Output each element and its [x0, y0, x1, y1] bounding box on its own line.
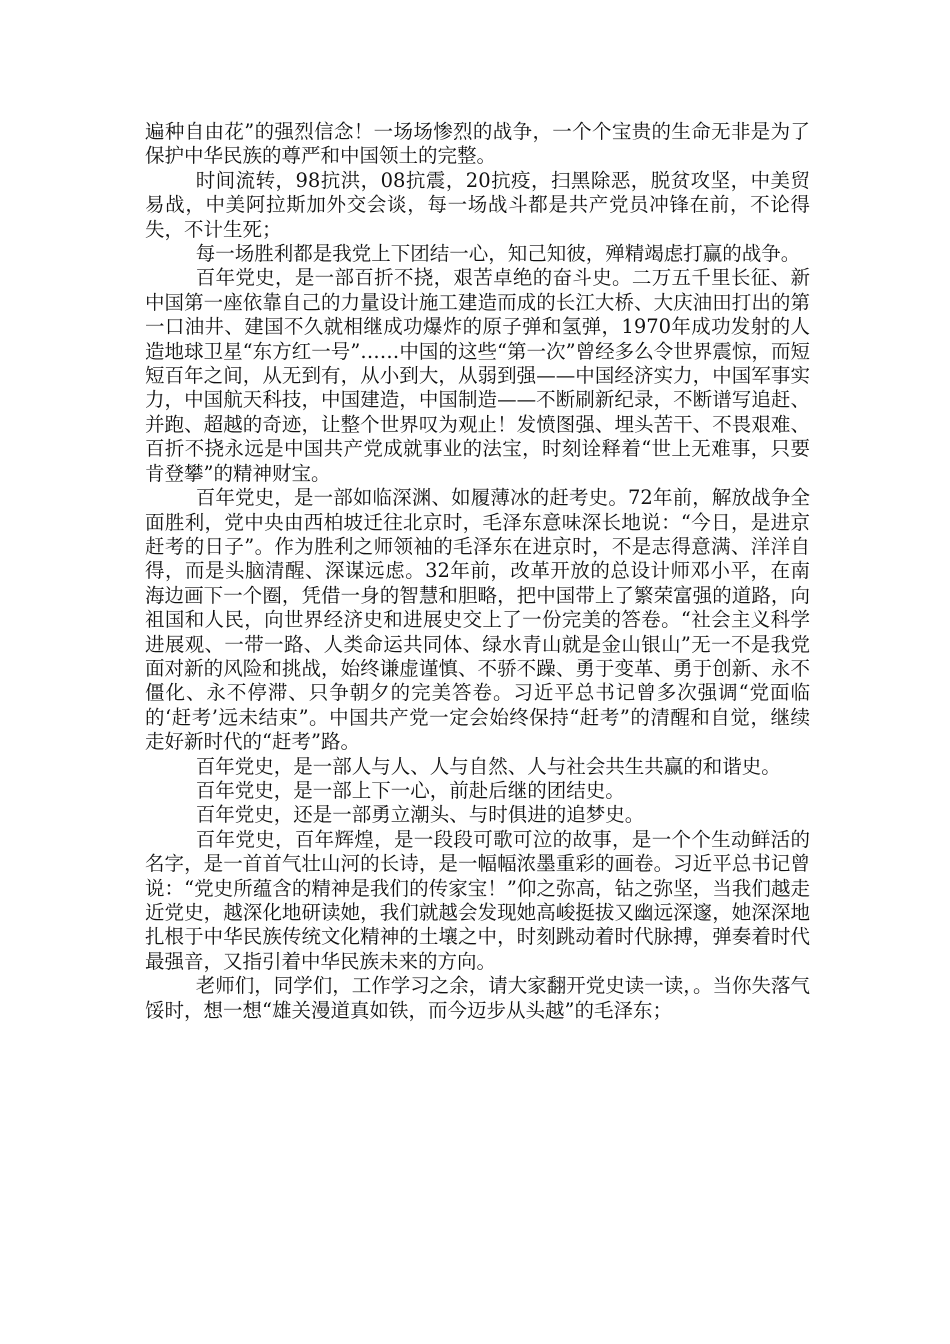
- paragraph-6: 百年党史，是一部人与人、人与自然、人与社会共生共赢的和谐史。: [195, 754, 781, 778]
- paragraph-3: 每一场胜利都是我党上下团结一心，知己知彼，殚精竭虑打赢的战争。: [195, 242, 801, 266]
- paragraph-1: 遍种自由花”的强烈信念！一场场惨烈的战争，一个个宝贵的生命无非是为了保护中华民族的尊严和中国领土的完整。: [145, 120, 810, 168]
- document-body: [145, 120, 810, 1023]
- paragraph-7: 百年党史，是一部上下一心，前赴后继的团结史。: [195, 778, 625, 802]
- paragraph-4: 百年党史，是一部百折不挠，艰苦卓绝的奋斗史。二万五千里长征、新中国第一座依靠自己的力量设计施工建造而成的长江大桥、大庆油田打出的第一口油井、建国不久就相继成功爆炸的原子弹和氢弹，1970年成功发射的人造地球卫星“东方红一号”……中国的这些“第一次”曾经多么令世界震惊，而短短百年之间，从无到有，从小到大，从弱到强——中国经济实力，中国军事实力，中国航天科技，中国建造，中国制造——不断刷新纪录，不断谱写追赶、并跑、超越的奇迹，让整个世界叹为观止！发愤图强、埋头苦干、不畏艰难、百折不挠永远是中国共产党成就事业的法宝，时刻诠释着“世上无难事，只要肯登攀”的精神财宝。: [145, 266, 810, 485]
- paragraph-10: 老师们，同学们，工作学习之余，请大家翻开党史读一读，。当你失落气馁时，想一想“雄关漫道真如铁，而今迈步从头越”的毛泽东；: [145, 974, 810, 1022]
- paragraph-2: 时间流转，98抗洪，08抗震，20抗疫，扫黑除恶，脱贫攻坚，中美贸易战，中美阿拉斯加外交会谈，每一场战斗都是共产党员冲锋在前，不论得失，不计生死；: [145, 168, 810, 241]
- paragraph-9: 百年党史，百年辉煌，是一段段可歌可泣的故事，是一个个生动鲜活的名字，是一首首气壮山河的长诗，是一幅幅浓墨重彩的画卷。习近平总书记曾说：“党史所蕴含的精神是我们的传家宝！”仰之弥高，钻之弥坚，当我们越走近党史，越深化地研读她，我们就越会发现她高峻挺拔又幽远深邃，她深深地扎根于中华民族传统文化精神的土壤之中，时刻跳动着时代脉搏，弹奏着时代最强音，又指引着中华民族未来的方向。: [145, 827, 810, 973]
- paragraph-5: 百年党史，是一部如临深渊、如履薄冰的赶考史。72年前，解放战争全面胜利，党中央由西柏坡迁往北京时，毛泽东意味深长地说：“今日，是进京赶考的日子”。作为胜利之师领袖的毛泽东在进京时，不是志得意满、洋洋自得，而是头脑清醒、深谋远虑。32年前，改革开放的总设计师邓小平，在南海边画下一个圈，凭借一身的智慧和胆略，把中国带上了繁荣富强的道路，向祖国和人民，向世界经济史和进展史交上了一份完美的答卷。“社会主义科学进展观、一带一路、人类命运共同体、绿水青山就是金山银山”无一不是我党面对新的风险和挑战，始终谦虚谨慎、不骄不躁、勇于变革、勇于创新、永不僵化、永不停滞、只争朝夕的完美答卷。习近平总书记曾多次强调“党面临的‘赶考’远未结束”。中国共产党一定会始终保持“赶考”的清醒和自觉，继续走好新时代的“赶考”路。: [145, 486, 810, 754]
- paragraph-8: 百年党史，还是一部勇立潮头、与时俱进的追梦史。: [195, 803, 645, 827]
